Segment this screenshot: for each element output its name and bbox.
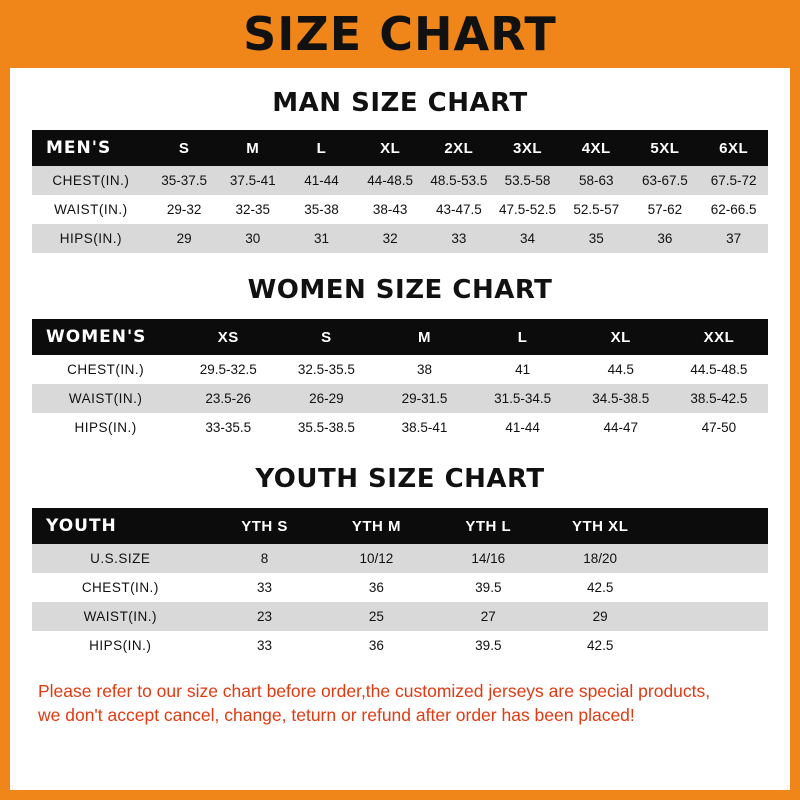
men-chest-s: 35-37.5: [150, 166, 219, 195]
youth-chest-m: 36: [321, 573, 433, 602]
youth-col-xl: YTH XL: [544, 508, 656, 544]
youth-chest-xl: 42.5: [544, 573, 656, 602]
table-row: [32, 573, 768, 602]
youth-waist-xl: 29: [544, 602, 656, 631]
men-chest-l: 41-44: [287, 166, 356, 195]
men-waist-m: 32-35: [218, 195, 287, 224]
youth-waist-l: 27: [432, 602, 544, 631]
men-col-5xl: 5XL: [631, 130, 700, 166]
men-hips-4xl: 35: [562, 224, 631, 253]
women-col-l: L: [474, 319, 572, 355]
table-row: [32, 631, 768, 660]
table-row: [32, 384, 768, 413]
men-hips-2xl: 33: [425, 224, 494, 253]
youth-col-s: YTH S: [209, 508, 321, 544]
youth-hips-spacer: [656, 631, 768, 660]
women-hips-s: 35.5-38.5: [277, 413, 375, 442]
table-row: [32, 195, 768, 224]
men-corner-label: MEN'S: [32, 130, 150, 166]
youth-row-label-chest: CHEST(IN.): [32, 573, 209, 602]
women-col-xxl: XXL: [670, 319, 768, 355]
men-waist-6xl: 62-66.5: [699, 195, 768, 224]
youth-ussize-m: 10/12: [321, 544, 433, 573]
men-waist-l: 35-38: [287, 195, 356, 224]
men-chest-2xl: 48.5-53.5: [425, 166, 494, 195]
youth-ussize-s: 8: [209, 544, 321, 573]
women-chest-xxl: 44.5-48.5: [670, 355, 768, 384]
youth-row-label-waist: WAIST(IN.): [32, 602, 209, 631]
youth-hips-xl: 42.5: [544, 631, 656, 660]
youth-chest-s: 33: [209, 573, 321, 602]
men-chest-4xl: 58-63: [562, 166, 631, 195]
youth-waist-m: 25: [321, 602, 433, 631]
women-chest-m: 38: [375, 355, 473, 384]
women-row-label-waist: WAIST(IN.): [32, 384, 179, 413]
men-chest-m: 37.5-41: [218, 166, 287, 195]
women-waist-s: 26-29: [277, 384, 375, 413]
youth-col-m: YTH M: [321, 508, 433, 544]
men-hips-m: 30: [218, 224, 287, 253]
men-waist-2xl: 43-47.5: [425, 195, 494, 224]
men-size-table: [32, 130, 768, 253]
men-waist-4xl: 52.5-57: [562, 195, 631, 224]
men-waist-xl: 38-43: [356, 195, 425, 224]
men-row-label-chest: CHEST(IN.): [32, 166, 150, 195]
men-hips-6xl: 37: [699, 224, 768, 253]
men-col-4xl: 4XL: [562, 130, 631, 166]
women-header-row: [32, 319, 768, 355]
women-size-table: [32, 319, 768, 442]
bottom-accent-strip: [10, 790, 790, 800]
women-col-m: M: [375, 319, 473, 355]
men-waist-3xl: 47.5-52.5: [493, 195, 562, 224]
women-chest-l: 41: [474, 355, 572, 384]
men-hips-l: 31: [287, 224, 356, 253]
youth-chest-l: 39.5: [432, 573, 544, 602]
youth-row-label-hips: HIPS(IN.): [32, 631, 209, 660]
youth-waist-spacer: [656, 602, 768, 631]
women-waist-l: 31.5-34.5: [474, 384, 572, 413]
women-col-s: S: [277, 319, 375, 355]
youth-hips-l: 39.5: [432, 631, 544, 660]
men-waist-5xl: 57-62: [631, 195, 700, 224]
men-row-label-waist: WAIST(IN.): [32, 195, 150, 224]
youth-section-title: YOUTH SIZE CHART: [255, 464, 545, 494]
men-row-label-hips: HIPS(IN.): [32, 224, 150, 253]
women-row-label-hips: HIPS(IN.): [32, 413, 179, 442]
men-chest-3xl: 53.5-58: [493, 166, 562, 195]
women-hips-xs: 33-35.5: [179, 413, 277, 442]
men-chest-6xl: 67.5-72: [699, 166, 768, 195]
men-col-2xl: 2XL: [425, 130, 494, 166]
women-corner-label: WOMEN'S: [32, 319, 179, 355]
women-waist-xxl: 38.5-42.5: [670, 384, 768, 413]
men-chest-xl: 44-48.5: [356, 166, 425, 195]
men-hips-3xl: 34: [493, 224, 562, 253]
youth-ussize-spacer: [656, 544, 768, 573]
women-hips-m: 38.5-41: [375, 413, 473, 442]
men-col-xl: XL: [356, 130, 425, 166]
table-row: [32, 602, 768, 631]
footnote-line-1: Please refer to our size chart before order,the customized jerseys are special products,: [38, 681, 711, 701]
women-row-label-chest: CHEST(IN.): [32, 355, 179, 384]
women-hips-l: 41-44: [474, 413, 572, 442]
women-chest-xl: 44.5: [572, 355, 670, 384]
content: [10, 88, 790, 727]
youth-chest-spacer: [656, 573, 768, 602]
youth-hips-s: 33: [209, 631, 321, 660]
men-hips-xl: 32: [356, 224, 425, 253]
banner: [0, 0, 800, 68]
youth-corner-label: YOUTH: [32, 508, 209, 544]
footnote-line-2: we don't accept cancel, change, teturn or refund after order has been placed!: [38, 704, 635, 725]
men-col-s: S: [150, 130, 219, 166]
women-hips-xl: 44-47: [572, 413, 670, 442]
women-col-xs: XS: [179, 319, 277, 355]
youth-hips-m: 36: [321, 631, 433, 660]
women-section-title: WOMEN SIZE CHART: [247, 275, 553, 305]
women-waist-xl: 34.5-38.5: [572, 384, 670, 413]
men-col-l: L: [287, 130, 356, 166]
women-hips-xxl: 47-50: [670, 413, 768, 442]
footnote: [32, 680, 768, 727]
page-title: SIZE CHART: [243, 7, 557, 61]
men-col-m: M: [218, 130, 287, 166]
table-row: [32, 224, 768, 253]
women-col-xl: XL: [572, 319, 670, 355]
youth-ussize-l: 14/16: [432, 544, 544, 573]
youth-col-l: YTH L: [432, 508, 544, 544]
women-chest-xs: 29.5-32.5: [179, 355, 277, 384]
table-row: [32, 166, 768, 195]
women-waist-m: 29-31.5: [375, 384, 473, 413]
men-col-6xl: 6XL: [699, 130, 768, 166]
youth-ussize-xl: 18/20: [544, 544, 656, 573]
women-waist-xs: 23.5-26: [179, 384, 277, 413]
youth-col-spacer: [656, 508, 768, 544]
men-waist-s: 29-32: [150, 195, 219, 224]
table-row: [32, 544, 768, 573]
women-chest-s: 32.5-35.5: [277, 355, 375, 384]
youth-header-row: [32, 508, 768, 544]
table-row: [32, 355, 768, 384]
youth-waist-s: 23: [209, 602, 321, 631]
men-col-3xl: 3XL: [493, 130, 562, 166]
youth-row-label-ussize: U.S.SIZE: [32, 544, 209, 573]
table-row: [32, 413, 768, 442]
men-header-row: [32, 130, 768, 166]
men-hips-s: 29: [150, 224, 219, 253]
men-hips-5xl: 36: [631, 224, 700, 253]
men-section-title: MAN SIZE CHART: [272, 88, 528, 118]
men-chest-5xl: 63-67.5: [631, 166, 700, 195]
youth-size-table: [32, 508, 768, 660]
